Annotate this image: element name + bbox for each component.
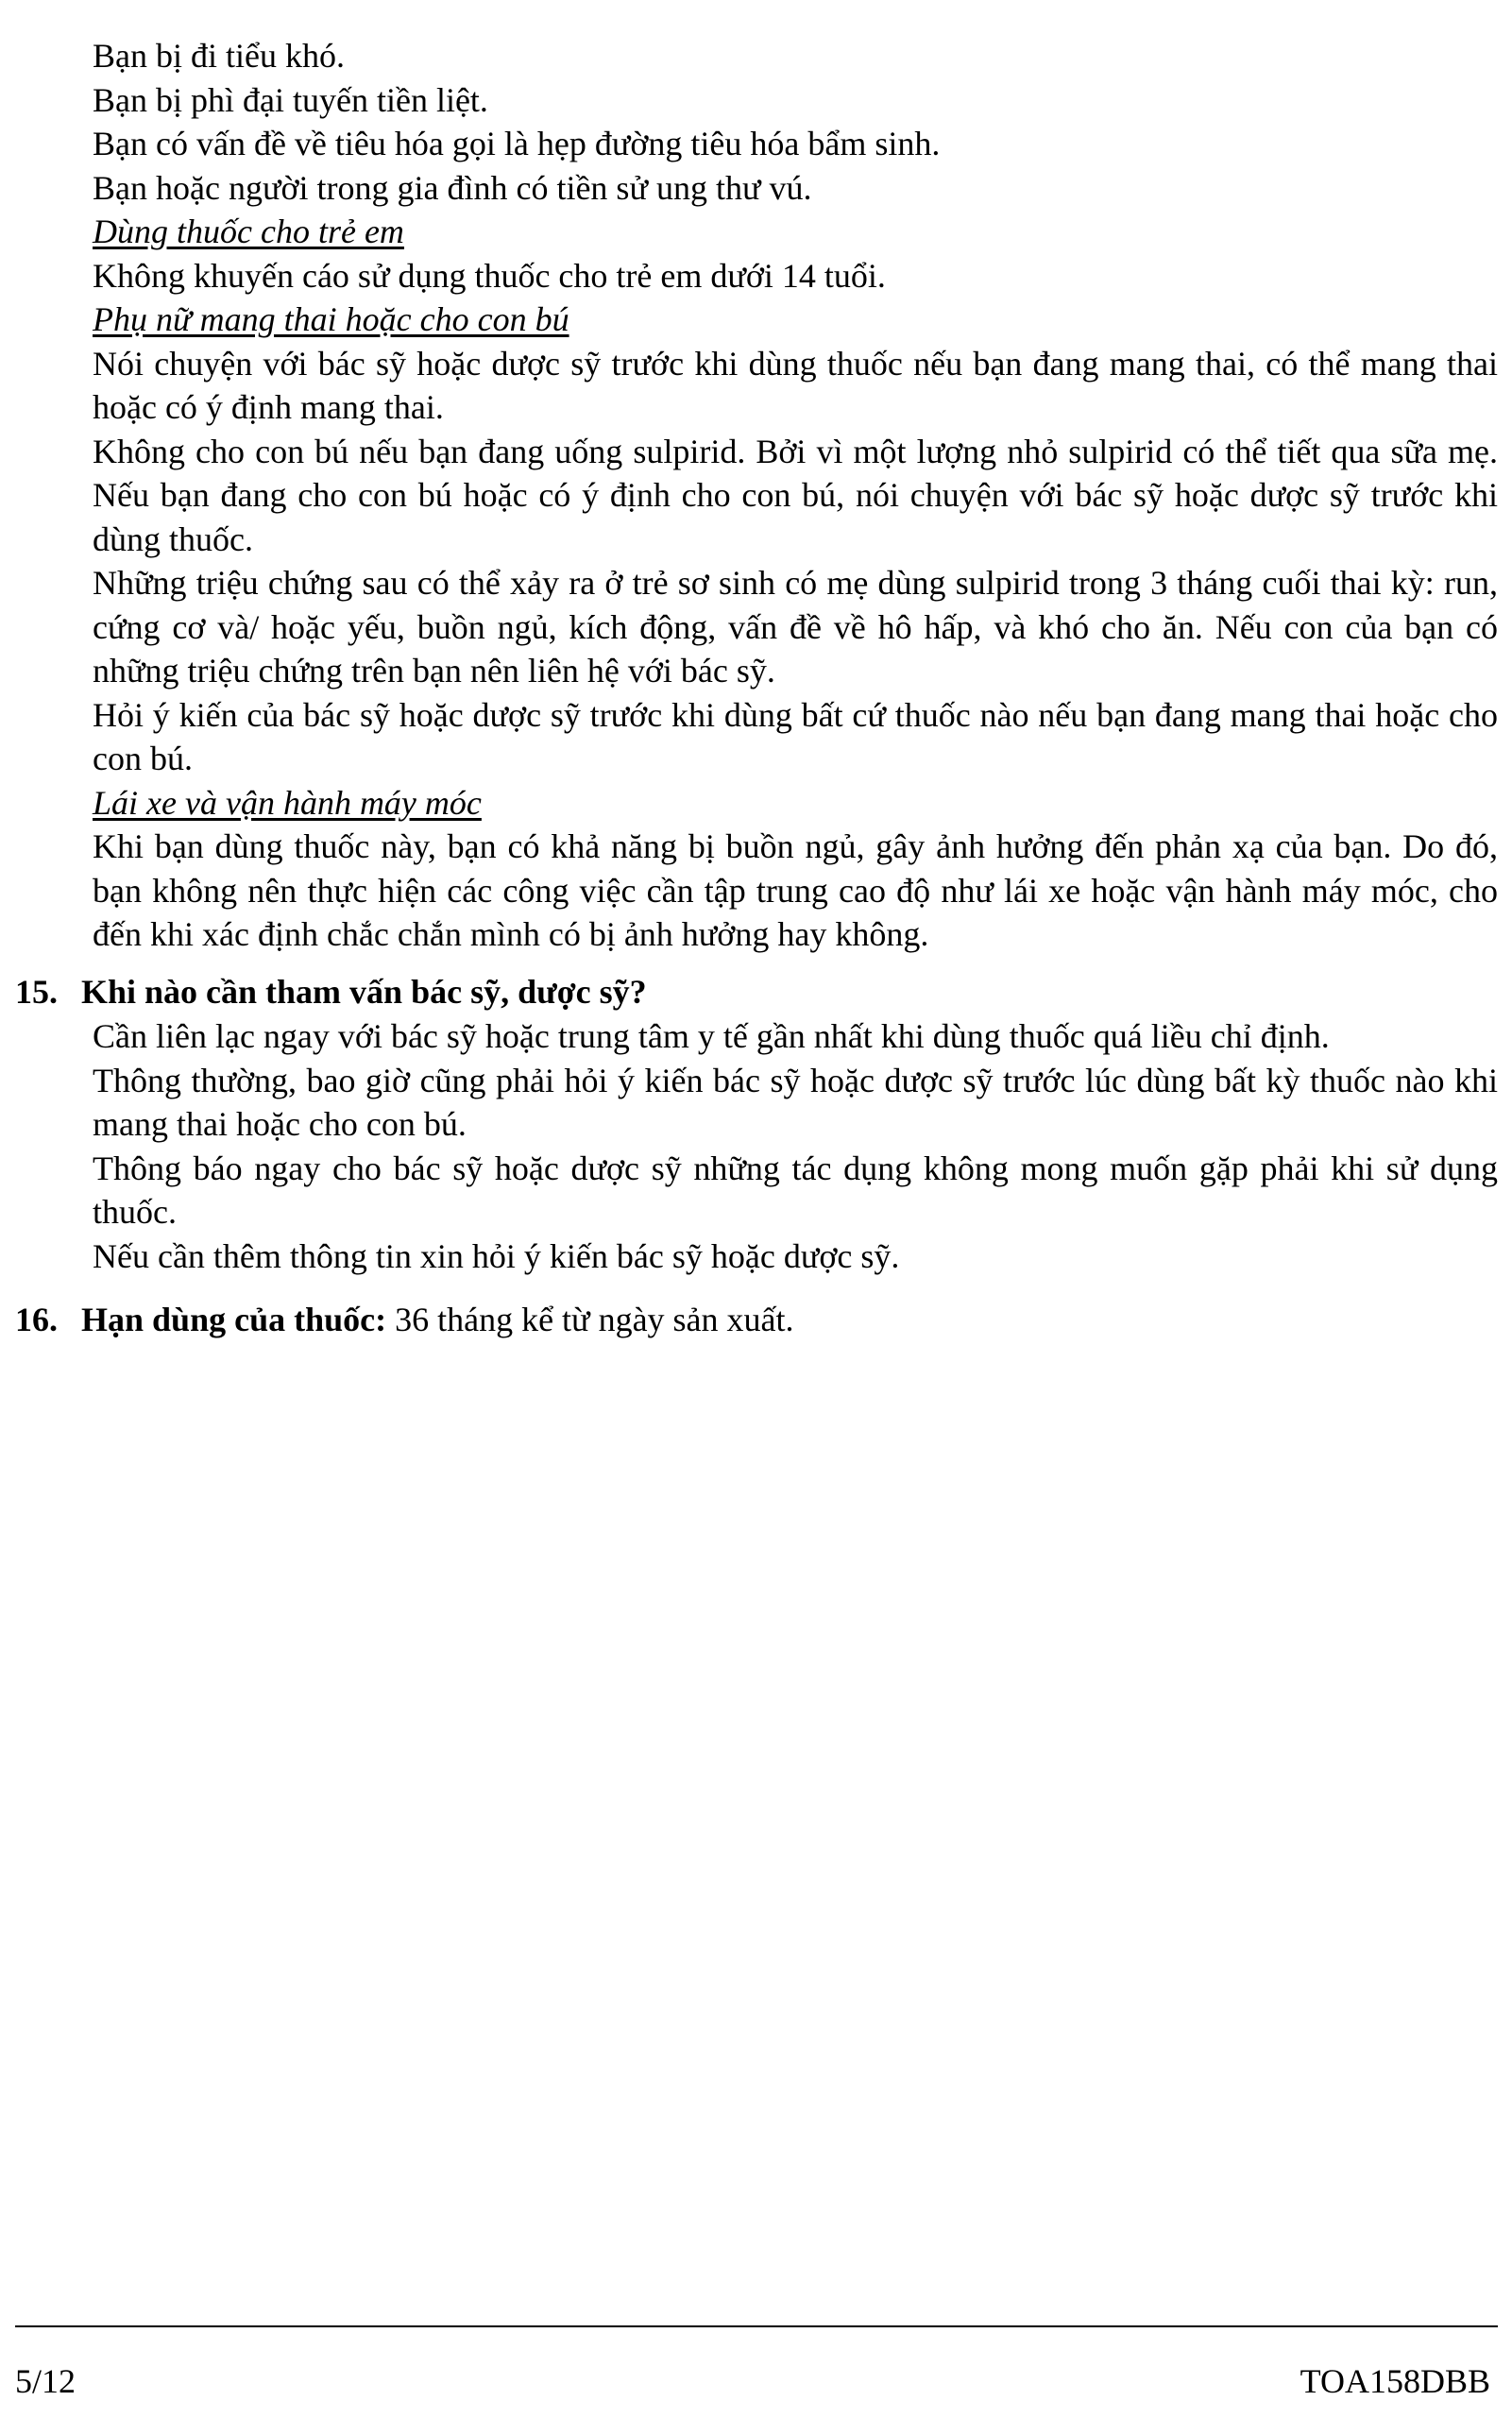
warnings-block — [93, 34, 1498, 957]
paragraph: Bạn có vấn đề về tiêu hóa gọi là hẹp đường tiêu hóa bẩm sinh. — [93, 125, 941, 162]
shelf-life-value: 36 tháng kể từ ngày sản xuất. — [386, 1301, 794, 1338]
section-number: 16. — [15, 1301, 58, 1338]
paragraph: Thông thường, bao giờ cũng phải hỏi ý kiến bác sỹ hoặc dược sỹ trước lúc dùng bất kỳ thuốc nào khi mang thai hoặc cho con bú. — [93, 1061, 1498, 1143]
footer-divider — [15, 2325, 1498, 2327]
subheading-driving: Lái xe và vận hành máy móc — [93, 783, 482, 822]
paragraph: Bạn hoặc người trong gia đình có tiền sử ung thư vú. — [93, 168, 812, 207]
section-15-heading — [15, 970, 647, 1014]
section-title: Hạn dùng của thuốc: — [81, 1301, 387, 1338]
page-number: 5/12 — [15, 2362, 76, 2400]
paragraph: Khi bạn dùng thuốc này, bạn có khả năng bị buồn ngủ, gây ảnh hưởng đến phản xạ của bạn. Do đó, bạn không nên thực hiện các công việc cần tập trung cao độ như lái xe hoặc vận hành máy móc, cho đến khi xác định chắc chắn mình có bị ảnh hưởng hay không. — [93, 827, 1498, 953]
paragraph: Không khuyến cáo sử dụng thuốc cho trẻ em dưới 14 tuổi. — [93, 256, 886, 295]
paragraph: Nếu cần thêm thông tin xin hỏi ý kiến bác sỹ hoặc dược sỹ. — [93, 1236, 900, 1275]
document-code: TOA158DBB — [1300, 2362, 1490, 2400]
paragraph: Nói chuyện với bác sỹ hoặc dược sỹ trước khi dùng thuốc nếu bạn đang mang thai, có thể mang thai hoặc có ý định mang thai. — [93, 344, 1498, 426]
paragraph: Bạn bị đi tiểu khó. — [93, 37, 345, 75]
subheading-pregnancy: Phụ nữ mang thai hoặc cho con bú — [93, 300, 569, 338]
paragraph: Bạn bị phì đại tuyến tiền liệt. — [93, 80, 488, 119]
subheading-children: Dùng thuốc cho trẻ em — [93, 213, 404, 250]
paragraph: Những triệu chứng sau có thể xảy ra ở trẻ sơ sinh có mẹ dùng sulpirid trong 3 tháng cuối thai kỳ: run, cứng cơ và/ hoặc yếu, buồn ngủ, kích động, vấn đề về hô hấp, và khó cho ăn. Nếu con của bạn có những triệu chứng trên bạn nên liên hệ với bác sỹ. — [93, 564, 1498, 690]
section-16-heading — [15, 1298, 794, 1342]
paragraph: Không cho con bú nếu bạn đang uống sulpirid. Bởi vì một lượng nhỏ sulpirid có thể tiết qua sữa mẹ. Nếu bạn đang cho con bú hoặc có ý định cho con bú, nói chuyện với bác sỹ hoặc dược sỹ trước khi dùng thuốc. — [93, 432, 1498, 558]
section-number: 15. — [15, 973, 58, 1011]
paragraph: Hỏi ý kiến của bác sỹ hoặc dược sỹ trước khi dùng bất cứ thuốc nào nếu bạn đang mang thai hoặc cho con bú. — [93, 695, 1498, 777]
section-title: Khi nào cần tham vấn bác sỹ, dược sỹ? — [81, 973, 647, 1011]
section-15-body — [93, 1014, 1498, 1278]
paragraph: Thông báo ngay cho bác sỹ hoặc dược sỹ những tác dụng không mong muốn gặp phải khi sử dụng thuốc. — [93, 1149, 1498, 1231]
paragraph: Cần liên lạc ngay với bác sỹ hoặc trung tâm y tế gần nhất khi dùng thuốc quá liều chỉ định. — [93, 1017, 1330, 1055]
